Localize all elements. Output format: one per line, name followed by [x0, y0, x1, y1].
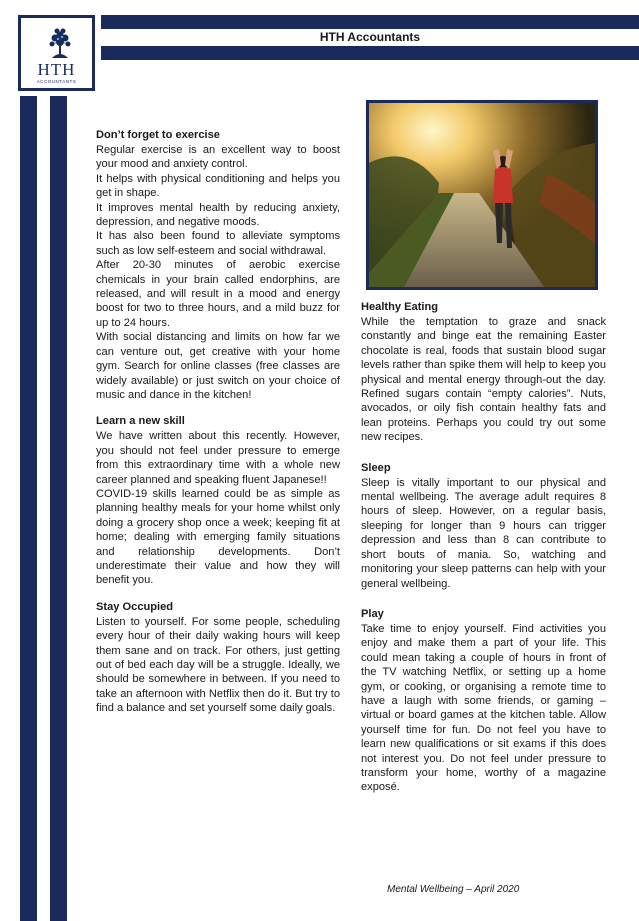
paragraph: It improves mental health by reducing anxiety, depression, and negative moods.: [96, 201, 340, 229]
left-decorative-bar: [20, 96, 37, 921]
section-heading: Healthy Eating: [361, 301, 439, 313]
section-heading: Sleep: [361, 461, 391, 474]
paragraph: Listen to yourself. For some people, scheduling every hour of their daily waking hours will keep them sane and on track. For others, just getting out of bed each day will be a struggle. Ideally, we should be somewhere in between. If you need to take an afternoon with Netflix then do it. But try to find a balance and set yourself some daily goals.: [96, 615, 340, 715]
section-healthy-eating: [361, 300, 606, 445]
tree-emblem-icon: [28, 24, 91, 60]
runner-photo: [366, 100, 598, 290]
left-decorative-bar-inner: [50, 96, 67, 921]
logo-wordmark: HTH: [37, 60, 76, 79]
right-column: [361, 300, 606, 795]
page-title: HTH Accountants: [319, 30, 421, 44]
section-learn-skill: [96, 414, 340, 587]
section-heading: Don’t forget to exercise: [96, 129, 220, 141]
paragraph: With social distancing and limits on how far we can venture out, get creative with your home gym. Search for online classes (free classes are widely available) or just switch on your choice of music and dance in the kitchen!: [96, 331, 340, 401]
footer-text: Mental Wellbeing – April 2020: [387, 884, 520, 895]
runner-on-path-image: [369, 103, 595, 287]
left-column: [96, 128, 340, 716]
section-play: [361, 607, 606, 795]
header-bar-top: [101, 15, 639, 29]
paragraph: Regular exercise is an excellent way to boost your mood and anxiety control.: [96, 144, 340, 171]
paragraph: COVID-19 skills learned could be as simple as planning healthy meals for your home whilst only doing a grocery shop once a week; keeping fit at home; dealing with emerging family situations and relationship developments. Don’t underestimate their value and how they will benefit you.: [96, 487, 340, 587]
header-bar-bottom: [101, 46, 639, 60]
paragraph: It helps with physical conditioning and helps you get in shape.: [96, 172, 340, 200]
paragraph: After 20-30 minutes of aerobic exercise chemicals in your brain called endorphins, are released, and will result in a mood and energy boost for two to three hours, and a mild buzz for up to 24 hours.: [96, 259, 340, 329]
section-exercise: [96, 128, 340, 402]
paragraph: We have written about this recently. However, you should not feel under pressure to emerge from this extraordinary time with a whole new career planned and speaking fluent Japanese!!: [96, 430, 340, 486]
paragraph: While the temptation to graze and snack constantly and binge eat the remaining Easter chocolate is real, foods that sustain blood sugar levels rather than spike them will help to keep you physical and mental energy through-out the day. Refined sugars contain “empty calories”. Nuts, avocados, or oily fish contain healthy fats and lean proteins. Perhaps you could try out some new recipes.: [361, 316, 606, 444]
company-logo: [18, 15, 95, 91]
paragraph: Sleep is vitally important to our physical and mental wellbeing. The average adult requires 8 hours of sleep. However, on a regular basis, sleeping for longer than 9 hours can trigger depression and less than 8 can contribute to short bouts of mania. So, watching and monitoring your sleep patterns can help with your general wellbeing.: [361, 476, 606, 590]
section-heading: Stay Occupied: [96, 600, 174, 613]
paragraph: It has also been found to alleviate symptoms such as low self-esteem and social withdrawal.: [96, 230, 340, 257]
section-stay-occupied: [96, 600, 340, 716]
section-sleep: [361, 461, 606, 591]
section-heading: Play: [361, 607, 384, 620]
paragraph: Take time to enjoy yourself. Find activities you enjoy and make them a part of your life. This could mean taking a couple of hours in front of the TV watching Netflix, or setting up a home gym, or cooking, or organising a remote time to have a laugh with some friends, or gaming – virtual or board games at the kitchen table. Allow yourself time for fun. Do not feel you have to learn new qualifications or sit exams if this does not interest you. Do not feel under pressure to transform your home, worthy of a magazine exposé.: [361, 622, 606, 794]
logo-subtext: ACCOUNTANTS: [36, 79, 77, 84]
section-heading: Learn a new skill: [96, 415, 185, 428]
